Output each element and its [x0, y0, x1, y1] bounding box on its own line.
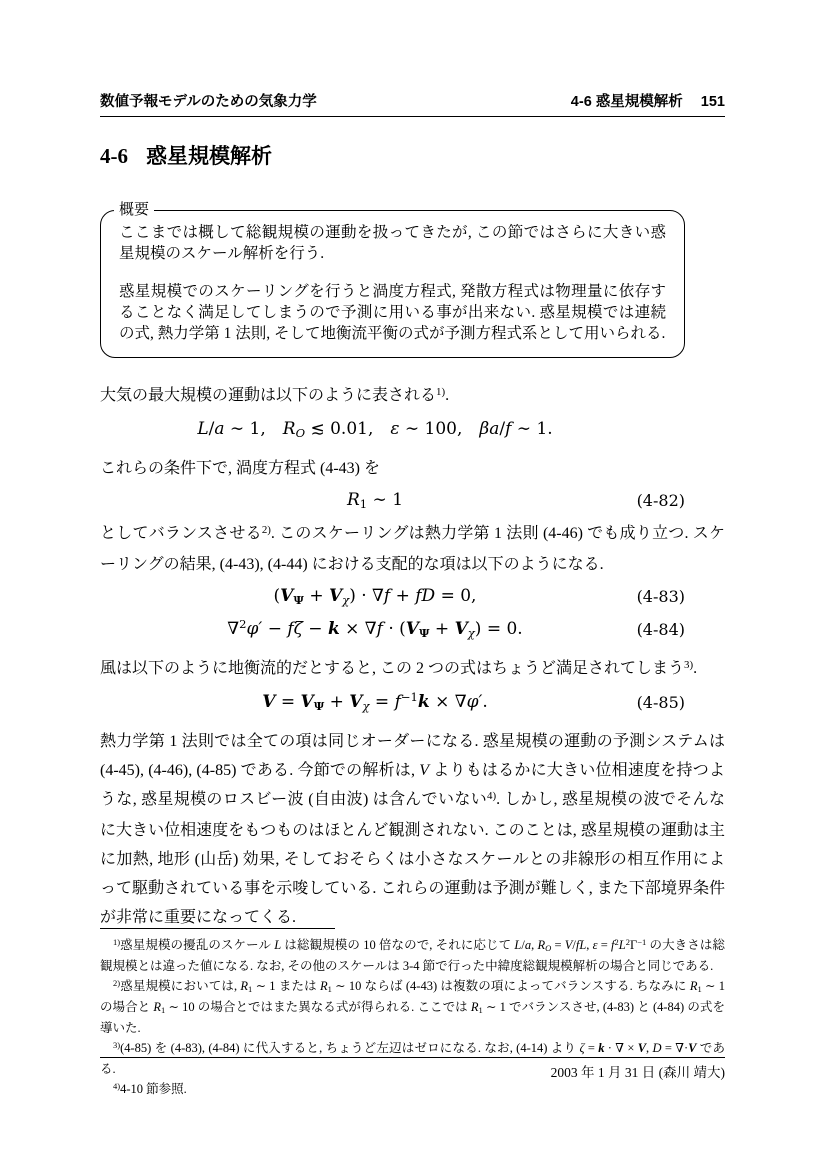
- abstract-paragraph-2: 惑星規模でのスケーリングを行うと渦度方程式, 発散方程式は物理量に依存することなく満足してしまうので予測に用いる事が出来ない. 惑星規模では連続の式, 熱力学第 1 法則, そして地衡流平衡の式が予測方程式系として用いられる.: [119, 283, 666, 342]
- page-content: [100, 93, 725, 932]
- footer-date: 2003 年 1 月 31 日 (森川 靖大): [550, 1065, 725, 1080]
- equation-number-4-84: (4-84): [636, 620, 685, 639]
- page-footer: [100, 1057, 725, 1081]
- footnote-separator-rule: [100, 928, 335, 929]
- abstract-box-label: 概要: [114, 201, 154, 220]
- header-page-number: 151: [700, 94, 725, 110]
- running-header: [100, 93, 725, 117]
- equation-4-84-content: ∇$^2$φ′ − fζ − k × ∇f · (VΨ + Vχ) = 0.: [227, 617, 523, 641]
- equation-4-85: [100, 688, 725, 718]
- body-paragraph-5: 熱力学第 1 法則では全ての項は同じオーダーになる. 惑星規模の運動の予測システムは (4-45), (4-46), (4-85) である. 今節での解析は, V よりもはるかに大きい位相速度を持つような, 惑星規模のロスビー波 (自由波) は含んでいない$^{4)}$. しかし, 惑星規模の波でそんなに大きい位相速度をもつものはほとんど観測されない. このことは, 惑星規模の運動は主に加熱, 地形 (山岳) 効果, そしておそらくは小さなスケールとの非線形の相互作用によって駆動されている事を示唆している. これらの運動は予測が難しく, また下部境界条件が非常に重要になってくる.: [100, 733, 725, 926]
- section-title: [100, 143, 725, 170]
- footnote-2: $^{2)}$惑星規模においては, R1 ∼ 1 または R1 ∼ 10 ならば (4-43) は複数の項によってバランスする. ちなみに R1 ∼ 1 の場合と R1 ∼ 10 の場合とではまた異なる式が得られる. ここでは R1 ∼ 1 でバランスさせ, (4-83) と (4-84) の式を導いた.: [100, 977, 725, 1035]
- equation-4-82-content: R1 ∼ 1: [346, 490, 404, 512]
- abstract-paragraph-1: ここまでは概して総観規模の運動を扱ってきたが, この節ではさらに大きい惑星規模のスケール解析を行う.: [119, 224, 666, 262]
- equation-number-4-82: (4-82): [636, 491, 685, 510]
- body-paragraph-1: 大気の最大規模の運動は以下のように表される$^{1)}$.: [100, 385, 450, 404]
- body-paragraph-4: 風は以下のように地衡流的だとすると, この 2 つの式はちょうど満足されてしまう$^{3)}$.: [100, 658, 698, 677]
- header-right: [571, 93, 725, 111]
- equation-number-4-83: (4-83): [636, 587, 685, 606]
- body-paragraph-2: これらの条件下で, 渦度方程式 (4-43) を: [100, 460, 380, 477]
- header-book-title: 数値予報モデルのための気象力学: [100, 94, 317, 110]
- footnote-3: $^{3)}$(4-85) を (4-83), (4-84) に代入すると, ちょうど左辺はゼロになる. なお, (4-14) より ζ = k · ∇ × V, D = ∇·V である.: [100, 1039, 725, 1076]
- equation-scale-estimates-content: L/a ∼ 1, RO ≲ 0.01, ε ∼ 100, βa/f ∼ 1.: [197, 419, 553, 441]
- equation-scale-estimates: [100, 415, 725, 445]
- body-paragraph-3: としてバランスさせる$^{2)}$. このスケーリングは熱力学第 1 法則 (4-46) でも成り立つ. スケーリングの結果, (4-43), (4-44) における支配的な項は以下のようになる.: [100, 523, 725, 573]
- abstract-box: [100, 202, 685, 358]
- equation-4-82: [100, 486, 725, 516]
- equation-4-84: [100, 615, 725, 645]
- equation-4-83-content: (VΨ + Vχ) · ∇f + fD = 0,: [273, 586, 477, 608]
- equation-4-83: [100, 582, 725, 612]
- footnote-1: $^{1)}$惑星規模の擾乱のスケール L は総観規模の 10 倍なので, それに応じて L/a, RO = V/fL, $\varepsilon = f^2L^2\Gamma^{-1}$ の大きさは総観規模とは違った値になる. なお, その他のスケールは 3-4 節で行った中緯度総観規模解析の場合と同じである.: [100, 936, 725, 973]
- section-number: 4-6: [100, 144, 128, 168]
- equation-4-85-content: $V = V\Psi + V\chi = f^{-1}k \times \nabla\varphi'$.: [262, 690, 488, 714]
- section-title-text: 惑星規模解析: [146, 145, 272, 168]
- footnote-4: $^{4)}$4-10 節参照.: [113, 1080, 187, 1096]
- header-section-label: 4-6 惑星規模解析: [570, 94, 683, 110]
- equation-number-4-85: (4-85): [636, 693, 685, 712]
